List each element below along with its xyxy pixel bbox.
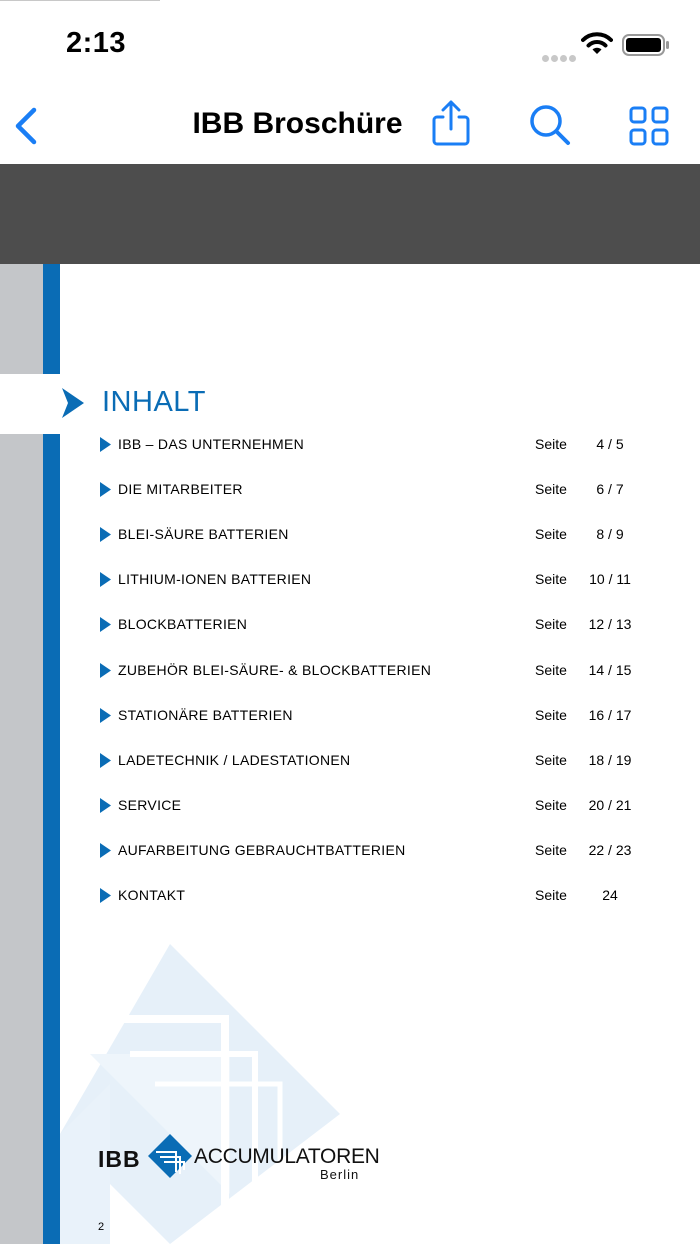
toc-arrow-icon	[100, 617, 111, 632]
page-number: 2	[98, 1221, 105, 1233]
toc-arrow-icon	[100, 843, 111, 858]
toc-seite-label: Seite	[535, 526, 567, 543]
toc-seite-label: Seite	[535, 887, 567, 903]
chevron-left-icon	[10, 104, 46, 148]
toc-page-numbers: 22 / 23	[588, 841, 632, 858]
grid-icon	[628, 105, 670, 147]
toc-arrow-icon	[100, 437, 111, 452]
toc-item[interactable]	[100, 840, 660, 862]
toc-item[interactable]	[100, 614, 660, 636]
toc-arrow-icon	[100, 753, 111, 768]
logo-mark-icon	[148, 1134, 192, 1178]
toc-item[interactable]	[100, 705, 660, 727]
toc-page-numbers: 16 / 17	[588, 706, 632, 723]
toc-heading: INHALT	[102, 386, 206, 418]
toc-item[interactable]	[100, 660, 660, 682]
toc-item-label: KONTAKT	[118, 887, 186, 903]
toc-seite-label: Seite	[535, 661, 567, 678]
toc-item-label: LADETECHNIK / LADESTATIONEN	[118, 751, 351, 768]
logo-city-text: Berlin	[320, 1167, 360, 1182]
back-button[interactable]	[10, 104, 46, 148]
toc-arrow-icon	[100, 708, 111, 723]
logo-ibb-text: IBB	[98, 1146, 141, 1172]
toc-seite-label: Seite	[535, 706, 567, 723]
toc-arrow-icon	[100, 572, 111, 587]
toc-seite-label: Seite	[535, 571, 567, 588]
toc-page-numbers: 8 / 9	[596, 526, 624, 543]
thumbnails-button[interactable]	[628, 105, 670, 147]
toc-item-label: DIE MITARBEITER	[118, 481, 243, 498]
toc-page-numbers: 14 / 15	[588, 661, 632, 678]
toc-page-numbers: 10 / 11	[589, 571, 631, 588]
toc-seite-label: Seite	[535, 841, 567, 858]
toc-page-numbers: 12 / 13	[588, 616, 632, 633]
toc-item-label: BLEI-SÄURE BATTERIEN	[118, 526, 289, 543]
toc-page-numbers: 18 / 19	[588, 751, 632, 768]
toc-item[interactable]	[100, 524, 660, 546]
toc-item[interactable]	[100, 479, 660, 501]
toc-seite-label: Seite	[535, 751, 567, 768]
share-icon	[430, 98, 472, 150]
search-button[interactable]	[527, 102, 573, 148]
toc-seite-label: Seite	[535, 796, 567, 813]
toc-page-numbers: 24	[602, 887, 618, 903]
watermark-graphic	[40, 934, 360, 1244]
logo-name-text: ACCUMULATOREN	[194, 1145, 380, 1168]
cellular-signal-icon	[542, 49, 578, 67]
navigation-bar	[0, 90, 700, 164]
document-page[interactable]	[0, 264, 700, 1244]
heading-arrow-icon	[62, 388, 84, 418]
toc-arrow-icon	[100, 888, 111, 903]
toc-item[interactable]	[100, 885, 660, 907]
toc-item-label: BLOCKBATTERIEN	[118, 616, 248, 633]
document-header-band	[0, 164, 700, 264]
toc-seite-label: Seite	[535, 481, 567, 498]
toc-item[interactable]	[100, 569, 660, 591]
toc-page-numbers: 6 / 7	[596, 481, 624, 498]
toc-item-label: LITHIUM-IONEN BATTERIEN	[118, 571, 312, 588]
status-divider	[0, 0, 160, 1]
toc-arrow-icon	[100, 527, 111, 542]
toc-seite-label: Seite	[535, 616, 567, 633]
toc-item[interactable]	[100, 750, 660, 772]
toc-item-label: IBB – DAS UNTERNEHMEN	[118, 436, 304, 452]
wifi-icon	[581, 32, 613, 56]
toc-page-numbers: 20 / 21	[588, 796, 632, 813]
toc-page-numbers: 4 / 5	[596, 436, 624, 452]
share-button[interactable]	[430, 98, 472, 150]
toc-item-label: STATIONÄRE BATTERIEN	[118, 706, 293, 723]
status-bar	[0, 0, 700, 90]
status-time: 2:13	[66, 27, 127, 59]
toc-item-label: SERVICE	[118, 796, 182, 813]
toc-arrow-icon	[100, 798, 111, 813]
heading-cutout	[0, 374, 60, 434]
toc-arrow-icon	[100, 663, 111, 678]
search-icon	[527, 102, 573, 148]
toc-item-label: AUFARBEITUNG GEBRAUCHTBATTERIEN	[118, 841, 406, 858]
toc-item[interactable]	[100, 434, 660, 456]
toc-arrow-icon	[100, 482, 111, 497]
toc-item-label: ZUBEHÖR BLEI-SÄURE- & BLOCKBATTERIEN	[118, 661, 432, 678]
page-title: IBB Broschüre	[192, 107, 403, 140]
battery-icon	[622, 34, 670, 56]
toc-seite-label: Seite	[535, 436, 567, 452]
toc-item[interactable]	[100, 795, 660, 817]
